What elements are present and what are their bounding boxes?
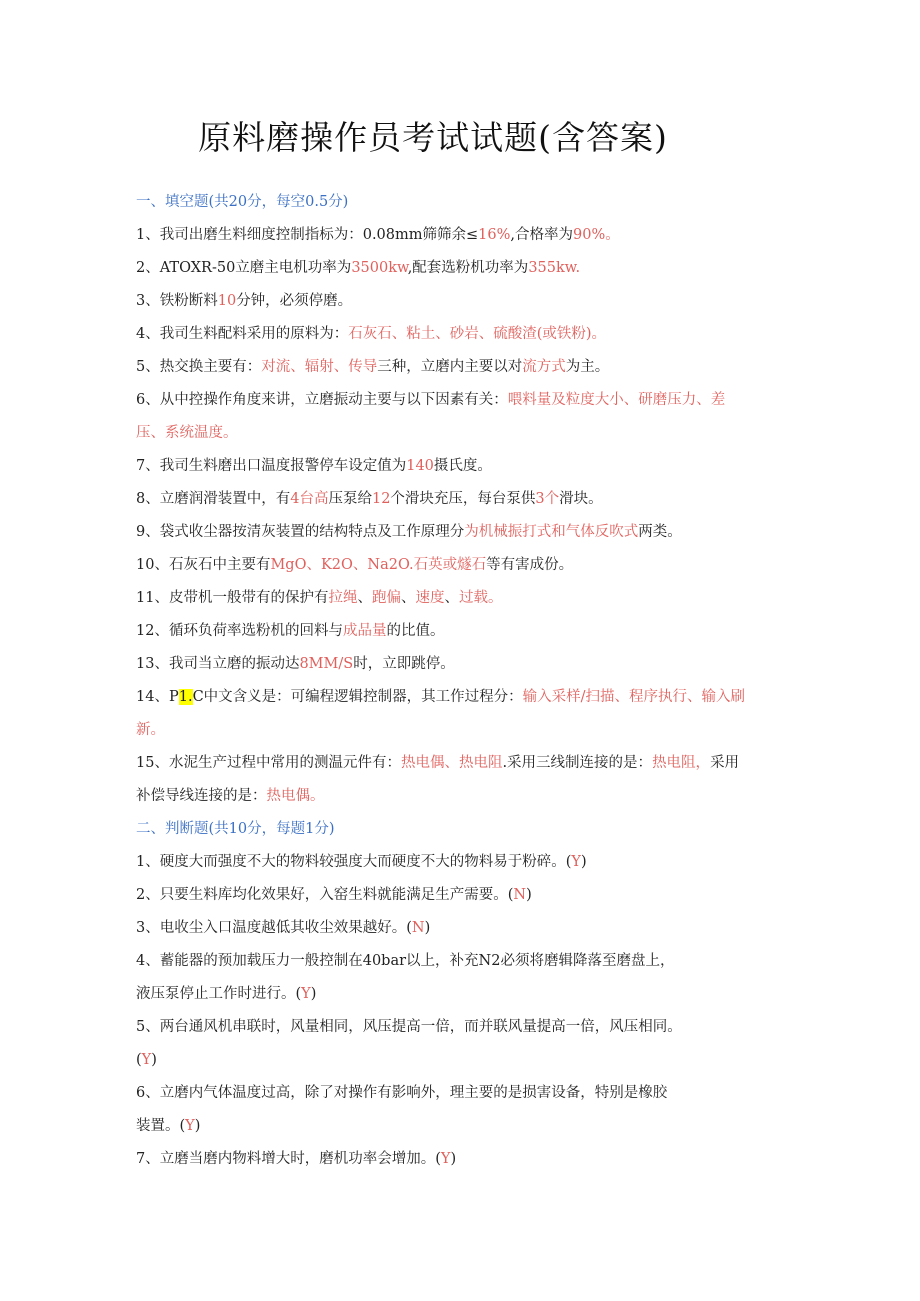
question-1-6-continued: 压、系统温度。: [136, 425, 238, 441]
answer-text: N: [513, 887, 527, 903]
question-1-9: 9、袋式收尘器按清灰装置的结构特点及工作原理分为机械振打式和气体反吹式两类。: [136, 524, 682, 540]
answer-text: 跑偏: [371, 590, 401, 606]
answer-text: 流方式: [522, 359, 566, 375]
question-1-15-continued: 补偿导线连接的是：热电偶。: [136, 788, 325, 804]
question-2-4: 4、蓄能器的预加载压力一般控制在40bar以上，补充N2必须将磨辑降落至磨盘上，: [136, 953, 675, 969]
question-2-7: 7、立磨当磨内物料增大时，磨机功率会增加。(Y): [136, 1151, 457, 1167]
question-1-11: 11、皮带机一般带有的保护有拉绳、跑偏、速度、过载。: [136, 590, 503, 606]
answer-text: 140: [406, 458, 434, 474]
question-2-6: 6、立磨内气体温度过高，除了对操作有影响外，理主要的是损害设备，特别是橡胶: [136, 1085, 668, 1101]
answer-text: Y: [571, 854, 581, 870]
answer-text: 8MM/S: [299, 656, 354, 672]
question-2-5: 5、两台通风机串联时，风量相同，风压提高一倍，而并联风量提高一倍，风压相同。: [136, 1019, 682, 1035]
answer-text: N: [411, 920, 425, 936]
answer-text: Y: [440, 1151, 451, 1167]
answer-text: 10: [217, 293, 237, 309]
question-1-1: 1、我司出磨生料细度控制指标为：0.08mm筛筛余≤16%,合格率为90%。: [136, 227, 620, 243]
answer-text: Y: [141, 1052, 152, 1068]
answer-text: 355kw.: [528, 260, 581, 276]
answer-text: 3500kw: [351, 260, 408, 276]
question-1-6: 6、从中控操作角度来讲，立磨振动主要与以下因素有关：喂料量及粒度大小、研磨压力、差: [136, 392, 726, 408]
answer-text: 过载。: [458, 590, 503, 606]
question-1-7: 7、我司生料磨出口温度报警停车设定值为140摄氏度。: [136, 458, 492, 474]
question-1-14: 14、P1.C中文含义是：可编程逻辑控制器，其工作过程分：输入采样/扫描、程序执行、输入刷: [136, 689, 746, 705]
question-1-15: 15、水泥生产过程中常用的测温元件有：热电偶、热电阻.采用三线制连接的是：热电阻，采用: [136, 755, 740, 771]
question-1-3: 3、铁粉断料10分钟，必须停磨。: [136, 293, 353, 309]
answer-text: 3个: [535, 491, 560, 507]
section-heading-true-false: 二、判断题(共10分，每题1分): [136, 821, 335, 837]
answer-text: MgO、K2O、Na2O.石英或燧石: [270, 557, 487, 573]
document-body: [136, 186, 786, 1176]
question-2-6-continued: 装置。(Y): [136, 1118, 201, 1134]
answer-text: Y: [301, 986, 311, 1002]
answer-text: 为机械振打式和气体反吹式: [464, 524, 639, 540]
question-2-4-continued: 液压泵停止工作时进行。(Y): [136, 986, 317, 1002]
question-2-3: 3、电收尘入口温度越低其收尘效果越好。(N): [136, 920, 431, 936]
section-heading-fill-blank: 一、填空题(共20分，每空0.5分): [136, 194, 349, 210]
document-title: 原料磨操作员考试试题(含答案): [198, 118, 668, 157]
answer-text: 拉绳: [328, 590, 358, 606]
highlighted-text: 1.: [178, 689, 193, 705]
answer-text: 成品量: [342, 623, 387, 639]
answer-text: 对流、辐射、传导: [261, 359, 378, 375]
question-1-5: 5、热交换主要有：对流、辐射、传导三种，立磨内主要以对流方式为主。: [136, 359, 610, 375]
answer-text: 热电偶、热电阻: [400, 755, 503, 771]
question-1-13: 13、我司当立磨的振动达8MM/S时，立即跳停。: [136, 656, 455, 672]
answer-text: 速度: [415, 590, 445, 606]
question-1-2: 2、ATOXR-50立磨主电机功率为3500kw,配套选粉机功率为355kw.: [136, 260, 581, 276]
answer-text: Y: [185, 1118, 195, 1134]
question-2-2: 2、只要生料库均化效果好，入窑生料就能满足生产需要。(N): [136, 887, 532, 903]
question-1-14-continued: 新。: [136, 722, 165, 738]
answer-text: 4台高: [290, 491, 329, 507]
question-1-12: 12、循环负荷率选粉机的回料与成品量的比值。: [136, 623, 445, 639]
question-1-4: 4、我司生料配料采用的原料为：石灰石、粘土、砂岩、硫酸渣(或铁粉)。: [136, 326, 607, 342]
question-1-10: 10、石灰石中主要有MgO、K2O、Na2O.石英或燧石等有害成份。: [136, 557, 574, 573]
answer-text: 热电偶。: [266, 788, 325, 804]
answer-text: 石灰石、粘土、砂岩、硫酸渣(或铁粉)。: [348, 326, 607, 342]
question-1-8: 8、立磨润滑装置中，有4台高压泵给12个滑块充压，每台泵供3个滑块。: [136, 491, 603, 507]
answer-text: 热电阻，: [652, 755, 711, 771]
answer-text: 16%: [478, 227, 511, 243]
answer-text: 90%。: [573, 227, 620, 243]
answer-text: 12: [371, 491, 391, 507]
answer-text: 喂料量及粒度大小、研磨压力、差: [507, 392, 726, 408]
question-2-5-continued: (Y): [136, 1052, 157, 1068]
question-2-1: 1、硬度大而强度不大的物料较强度大而硬度不大的物料易于粉碎。(Y): [136, 854, 587, 870]
answer-text: 输入采样/扫描、程序执行、输入刷: [522, 689, 746, 705]
